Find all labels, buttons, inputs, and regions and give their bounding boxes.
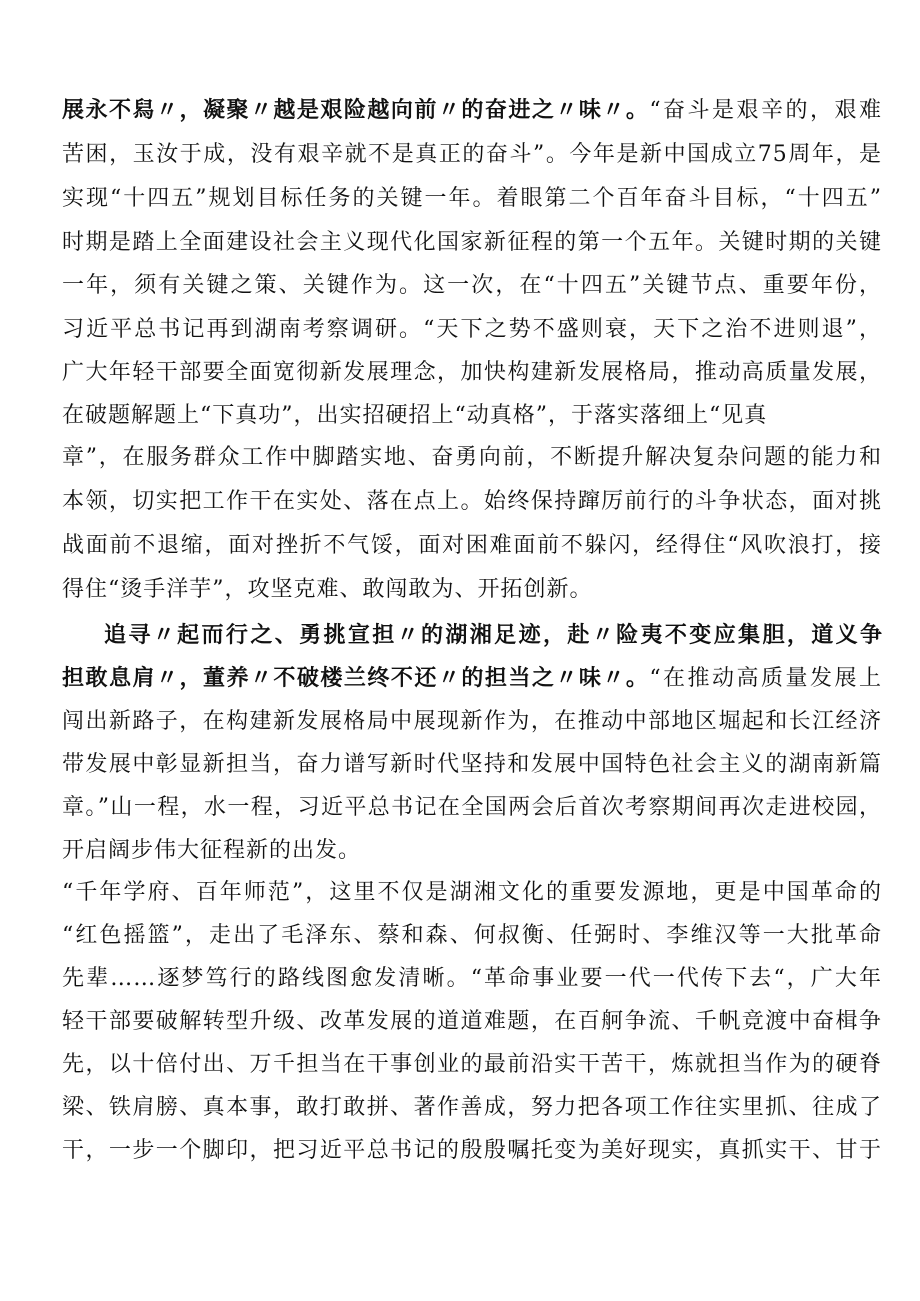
paragraph-1-line-10: 本领，切实把工作干在实处、落在点上。始终保持蹿厉前行的斗争状态，面对挑 [62,489,882,514]
paragraph-1-line-11: 战面前不退缩，面对挫折不气馁，面对困难面前不躲闪，经得住“风吹浪打，接 [62,533,882,558]
paragraph-2-line-5: 章。”山一程，水一程，习近平总书记在全国两会后首次考察期间再次走进校园， [62,795,882,820]
paragraph-1-line-6: 习近平总书记再到湖南考察调研。“天下之势不盛则衰，天下之治不进则退”， [62,317,882,342]
paragraph-1-line-2: 苦困，玉汝于成，没有艰辛就不是真正的奋斗”。今年是新中国成立75周年，是 [62,142,882,167]
paragraph-1-line-3: 实现“十四五”规划目标任务的关键一年。着眼第二个百年奋斗目标，“十四五” [62,186,882,211]
paragraph-1-line-4: 时期是踏上全面建设社会主义现代化国家新征程的第一个五年。关键时期的关键 [62,230,882,255]
paragraph-1-line-9: 章”，在服务群众工作中脚踏实地、奋勇向前，不断提升解决复杂问题的能力和 [62,445,882,470]
paragraph-3-line-7: 干，一步一个脚印，把习近平总书记的殷殷嘱托变为美好现实，真抓实干、甘于 [62,1138,882,1163]
paragraph-1-line-7: 广大年轻干部要全面宽彻新发展理念，加快构建新发展格局，推动高质量发展， [62,360,882,385]
paragraph-3-line-4: 轻干部要破解转型升级、改革发展的道道难题，在百舸争流、千帆竞渡中奋楫争 [62,1009,882,1034]
paragraph-3-line-6: 梁、铁肩膀、真本事，敢打敢拼、著作善成，努力把各项工作往实里抓、往成了 [62,1095,882,1120]
paragraph-2-line-4: 带发展中彰显新担当，奋力谱写新时代坚持和发展中国特色社会主义的湖南新篇 [62,752,882,777]
paragraph-1-line-12: 得住“烫手洋芋”，攻坚克难、敢闯敢为、开拓创新。 [62,577,593,602]
paragraph-3-line-3: 先辈……逐梦笃行的路线图愈发清晰。“革命事业要一代一代传下去“，广大年 [62,966,882,991]
paragraph-1-line-8: 在破题解题上“下真功”，出实招硬招上“动真格”，于落实落细上“见真 [62,403,768,428]
paragraph-2-bold-heading: 担敢息肩〃，董养〃不破楼兰终不还〃的担当之〃味〃。 [62,666,650,691]
paragraph-2-line-6: 开启阔步伟大征程新的出发。 [62,838,362,863]
paragraph-2-line-1: 追寻〃起而行之、勇挑宣担〃的湖湘足迹，赴〃险夷不变应集胆，道义争 [104,623,882,648]
paragraph-3-line-1: “千年学府、百年师范”，这里不仅是湖湘文化的重要发源地，更是中国革命的 [62,880,882,905]
paragraph-1-line-5: 一年，须有关键之策、关键作为。这一次，在“十四五”关键节点、重要年份， [62,273,882,298]
paragraph-2-line-2-text: “在推动高质量发展上 [649,666,882,691]
paragraph-2-line-2 [62,664,882,694]
paragraph-1-line-1-text: “奋斗是艰辛的，艰难 [649,98,882,123]
paragraph-3-line-5: 先，以十倍付出、万千担当在干事创业的最前沿实干苦干，炼就担当作为的硬脊 [62,1052,882,1077]
paragraph-3-line-2: “红色摇篮”，走出了毛泽东、蔡和森、何叔衡、任弼时、李维汉等一大批革命 [62,923,882,948]
paragraph-2-line-3: 闯出新路子，在构建新发展格局中展现新作为，在推动中部地区堀起和长江经济 [62,709,882,734]
paragraph-1-bold-heading: 展永不舄〃，凝聚〃越是艰险越向前〃的奋进之〃味〃。 [62,98,650,123]
paragraph-1-line-1 [62,96,882,126]
